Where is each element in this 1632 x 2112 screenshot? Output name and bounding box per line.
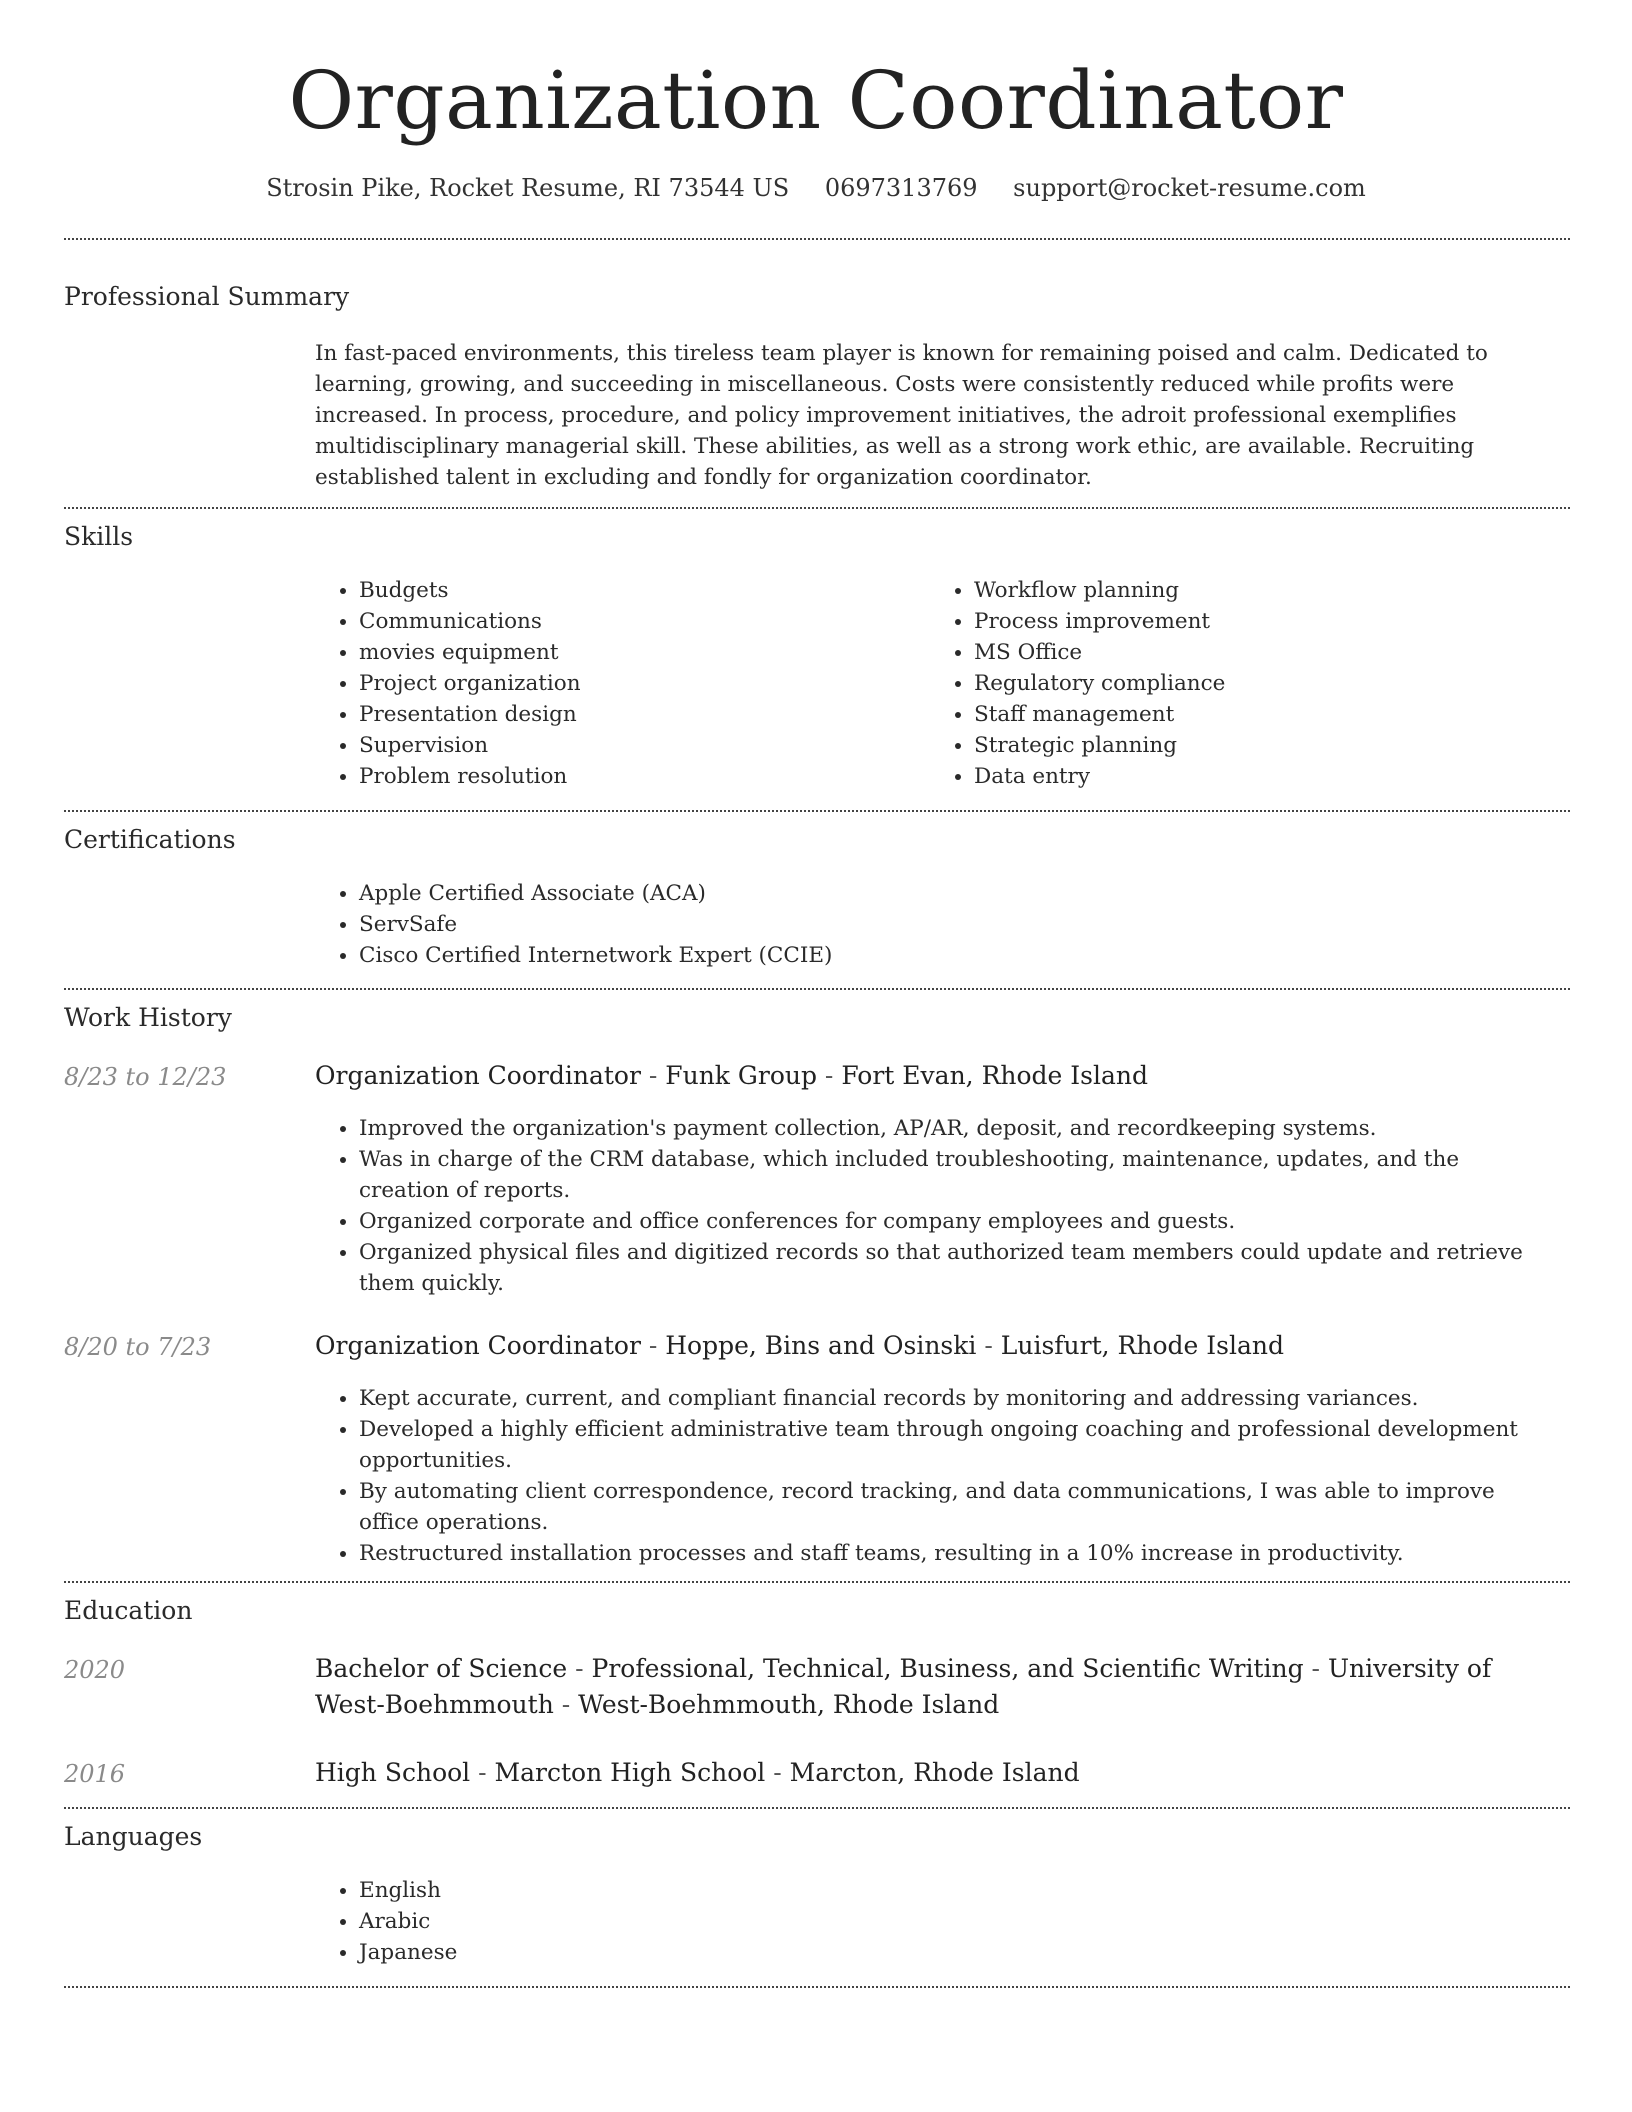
job-title: Organization Coordinator - Hoppe, Bins and Osinski - Luisfurt, Rhode Island [315, 1331, 1284, 1360]
education-location: West-Boehmmouth, Rhode Island [578, 1690, 1000, 1719]
education-entry: High School - Marcton High School - Marcton, Rhode Island [315, 1758, 1080, 1787]
list-item: • Improved the organization's payment collection, AP/AR, deposit, and recordkeeping systems. [359, 1113, 1549, 1144]
education-heading: Education [64, 1596, 193, 1625]
job-bullets [315, 1113, 1549, 1299]
job-role: Organization Coordinator [315, 1331, 641, 1360]
list-item: • Staff management [974, 699, 1534, 730]
list-item: • movies equipment [359, 637, 919, 668]
job-dates: 8/23 to 12/23 [64, 1063, 227, 1091]
summary-heading: Professional Summary [64, 282, 350, 311]
section-divider [64, 1581, 1570, 1583]
list-item: • Communications [359, 606, 919, 637]
certifications-heading: Certifications [64, 825, 236, 854]
education-degree: High School [315, 1758, 471, 1787]
list-item: • Developed a highly efficient administrative team through ongoing coaching and professional development opportunities. [359, 1414, 1519, 1476]
education-year: 2020 [64, 1656, 126, 1684]
list-item: • Budgets [359, 575, 919, 606]
contact-line [0, 170, 1632, 206]
job-bullets [315, 1383, 1519, 1569]
languages-list [315, 1875, 959, 1968]
education-degree: Bachelor of Science [315, 1654, 568, 1683]
contact-address: Strosin Pike, Rocket Resume, RI 73544 US [266, 174, 790, 202]
education-year: 2016 [64, 1760, 126, 1788]
list-item: • Supervision [359, 730, 919, 761]
list-item: • Presentation design [359, 699, 919, 730]
job-company: Funk Group [665, 1061, 817, 1090]
list-item: • Process improvement [974, 606, 1534, 637]
section-divider [64, 507, 1570, 509]
job-company: Hoppe, Bins and Osinski [665, 1331, 977, 1360]
contact-email: support@rocket-resume.com [1013, 174, 1366, 202]
education-school: University of West-Boehmmouth [315, 1654, 1492, 1719]
list-item: • Apple Certified Associate (ACA) [359, 878, 1559, 909]
education-entry: Bachelor of Science - Professional, Technical, Business, and Scientific Writing - University of West-Boehmmouth - West-Boehmmouth, Rhode Island [315, 1654, 1492, 1719]
list-item: • Kept accurate, current, and compliant financial records by monitoring and addressing variances. [359, 1383, 1519, 1414]
job-role: Organization Coordinator [315, 1061, 641, 1090]
work-history-heading: Work History [64, 1003, 232, 1032]
job-dates: 8/20 to 7/23 [64, 1333, 212, 1361]
section-divider [64, 810, 1570, 812]
list-item: • Organized physical files and digitized records so that authorized team members could update and retrieve them quickly. [359, 1237, 1549, 1299]
job-location: Fort Evan, Rhode Island [841, 1061, 1149, 1090]
education-field: Professional, Technical, Business, and Scientific Writing [591, 1654, 1304, 1683]
section-divider [64, 988, 1570, 990]
section-divider [64, 1986, 1570, 1988]
education-school: Marcton High School [494, 1758, 766, 1787]
contact-phone: 0697313769 [824, 174, 978, 202]
languages-heading: Languages [64, 1822, 203, 1851]
list-item: • Data entry [974, 761, 1534, 792]
certifications-list [315, 878, 1559, 971]
list-item: • Cisco Certified Internetwork Expert (CCIE) [359, 940, 1559, 971]
skills-heading: Skills [64, 522, 134, 551]
list-item: • MS Office [974, 637, 1534, 668]
education-location: Marcton, Rhode Island [789, 1758, 1080, 1787]
list-item: • Japanese [359, 1937, 959, 1968]
list-item: • Restructured installation processes and staff teams, resulting in a 10% increase in productivity. [359, 1538, 1519, 1569]
job-location: Luisfurt, Rhode Island [1000, 1331, 1284, 1360]
job-title: Organization Coordinator - Funk Group - Fort Evan, Rhode Island [315, 1061, 1149, 1090]
skills-list-left [315, 575, 919, 792]
skills-list-right [930, 575, 1534, 792]
list-item: • By automating client correspondence, record tracking, and data communications, I was able to improve office operations. [359, 1476, 1519, 1538]
summary-text: In fast-paced environments, this tireless team player is known for remaining poised and calm. Dedicated to learning, growing, and succeeding in miscellaneous. Costs were consistently reduced while profits were increased. In process, procedure, and policy improvement initiatives, the adroit professional exemplifies multidisciplinary managerial skill. These abilities, as well as a strong work ethic, are available. Recruiting established talent in excluding and fondly for organization coordinator. [315, 341, 1488, 490]
section-divider [64, 238, 1570, 240]
section-divider [64, 1807, 1570, 1809]
list-item: • Regulatory compliance [974, 668, 1534, 699]
candidate-name: Organization Coordinator [288, 54, 1344, 147]
list-item: • Organized corporate and office conferences for company employees and guests. [359, 1206, 1549, 1237]
list-item: • Project organization [359, 668, 919, 699]
list-item: • Problem resolution [359, 761, 919, 792]
list-item: • English [359, 1875, 959, 1906]
list-item: • Arabic [359, 1906, 959, 1937]
list-item: • ServSafe [359, 909, 1559, 940]
list-item: • Strategic planning [974, 730, 1534, 761]
list-item: • Workflow planning [974, 575, 1534, 606]
list-item: • Was in charge of the CRM database, which included troubleshooting, maintenance, updates, and the creation of reports. [359, 1144, 1549, 1206]
